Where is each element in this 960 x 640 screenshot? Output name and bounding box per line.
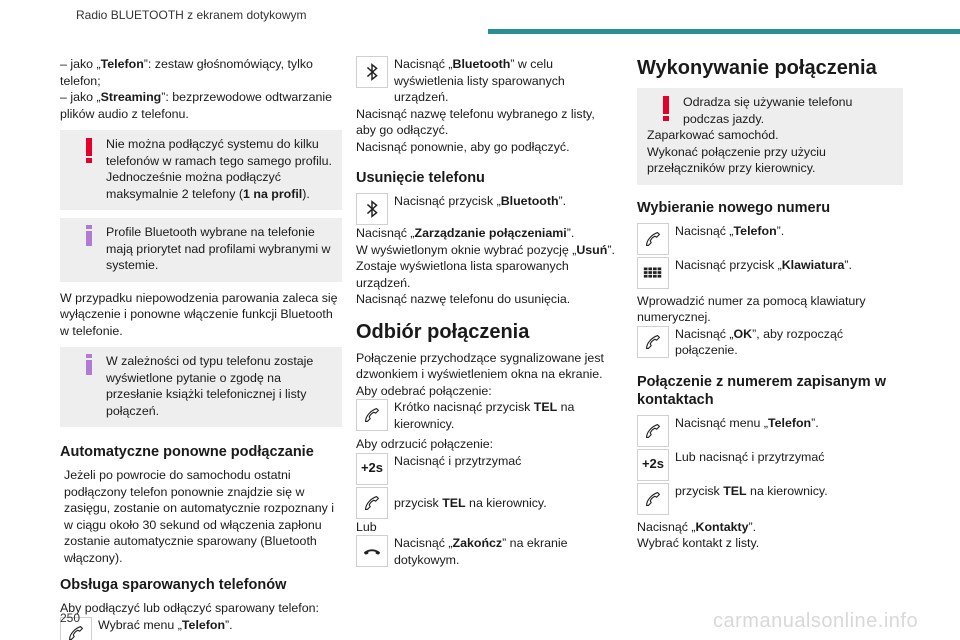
section-heading-manage-phones: Obsługa sparowanych telefonów [60, 577, 287, 593]
step-text: Nacisnąć menu „Telefon”. [675, 415, 819, 430]
section-heading-saved-contact: Połączenie z numerem zapisanym w kontaktach [637, 373, 887, 408]
phone-icon [637, 223, 669, 255]
column-2 [356, 56, 618, 568]
step-row [637, 257, 903, 289]
hold-2s-icon: +2s [356, 453, 388, 485]
column-3 [637, 56, 903, 552]
step-row [60, 617, 342, 640]
step-text: Lub nacisnąć i przytrzymać [675, 449, 825, 464]
step-text: Krótko nacisnąć przycisk TEL na kierownicy. [394, 400, 575, 431]
step-row [356, 399, 618, 432]
paragraph: Lub [356, 519, 377, 534]
info-icon [86, 360, 92, 375]
page-number: 250 [60, 611, 81, 625]
bullet-telefon: – jako „Telefon”: zestaw głośnomówiący, tylko telefon; [60, 57, 313, 88]
warning-text: Zaparkować samochód. [647, 128, 779, 142]
paragraph: Aby odrzucić połączenie: [356, 437, 494, 451]
bullet-streaming: – jako „Streaming”: bezprzewodowe odtwarzanie plików audio z telefonu. [60, 90, 333, 121]
page-header [0, 0, 960, 40]
paragraph: Nacisnąć „Kontakty”. [637, 519, 757, 534]
phone-icon [637, 415, 669, 447]
phone-icon [356, 399, 388, 431]
warning-text: Nie można podłączyć systemu do kilku telefonów w ramach tego samego profilu. Jednocześnie można podłączyć maksymalnie 2 telefony (1 na profil). [106, 137, 332, 201]
section-heading-auto-reconnect: Automatyczne ponowne podłączanie [60, 444, 314, 460]
step-row [637, 415, 903, 447]
step-text: przycisk TEL na kierownicy. [675, 483, 828, 498]
warning-icon [663, 96, 669, 114]
section-heading-receive-call: Odbiór połączenia [356, 320, 530, 343]
step-row [356, 453, 618, 485]
warning-box [60, 130, 342, 210]
paragraph: W przypadku niepowodzenia parowania zaleca się wyłączenie i ponowne włączenie funkcji Bluetooth w telefonie. [60, 290, 338, 338]
paragraph: Wybrać kontakt z listy. [637, 536, 760, 550]
info-icon [86, 231, 92, 246]
hold-2s-icon: +2s [637, 449, 669, 481]
bluetooth-icon [356, 193, 388, 225]
keypad-icon [637, 257, 669, 289]
step-row [637, 483, 903, 515]
step-text: Nacisnąć i przytrzymać [394, 453, 522, 468]
header-accent-bar [488, 29, 960, 34]
section-heading-dial-new: Wybieranie nowego numeru [637, 199, 831, 216]
phone-icon [637, 326, 669, 358]
info-text: W zależności od typu telefonu zostaje wyświetlone pytanie o zgodę na przesłanie książki telefonicznej i listy połączeń. [106, 354, 314, 418]
paragraph: Zostaje wyświetlona lista sparowanych urządzeń. [356, 259, 569, 290]
paragraph: Połączenie przychodzące sygnalizowane jest dzwonkiem i wyświetleniem okna na ekranie. [356, 350, 604, 381]
warning-icon [86, 138, 92, 156]
warning-box [637, 88, 903, 185]
warning-text: Wykonać połączenie przy użyciu przełączników przy kierownicy. [647, 144, 826, 175]
step-row [356, 487, 618, 519]
section-heading-remove-phone: Usunięcie telefonu [356, 170, 485, 186]
step-row [637, 326, 903, 359]
step-row [356, 535, 618, 568]
step-text: przycisk TEL na kierownicy. [394, 495, 547, 510]
paragraph: Nacisnąć nazwę telefonu wybranego z listy, aby go odłączyć. [356, 106, 595, 137]
paragraph: Nacisnąć „Zarządzanie połączeniami”. [356, 226, 575, 240]
step-row [637, 449, 903, 481]
paragraph: Wprowadzić numer za pomocą klawiatury numerycznej. [637, 293, 866, 324]
step-row [356, 193, 618, 225]
step-text: Wybrać menu „Telefon”. [98, 617, 233, 632]
column-1 [60, 56, 342, 640]
paragraph: Aby odebrać połączenie: [356, 383, 492, 398]
step-row [356, 56, 618, 106]
info-text: Profile Bluetooth wybrane na telefonie mają priorytet nad profilami wybranymi w systemie. [106, 225, 331, 272]
paragraph: Aby podłączyć lub odłączyć sparowany telefon: [60, 601, 319, 615]
bluetooth-icon [356, 56, 388, 88]
paragraph: Nacisnąć ponownie, aby go podłączyć. [356, 139, 570, 154]
phone-icon [356, 487, 388, 519]
running-title: Radio BLUETOOTH z ekranem dotykowym [76, 8, 307, 22]
section-heading-make-call: Wykonywanie połączenia [637, 57, 877, 79]
step-text: Nacisnąć „Zakończ” na ekranie dotykowym. [394, 536, 568, 567]
paragraph: Jeżeli po powrocie do samochodu ostatni podłączony telefon ponownie znajdzie się w zasięgu, zostanie on automatycznie rozpoznany i w ciągu około 30 sekund od włączenia zapłonu zostanie automatycznie sparowany (Bluetooth włączony). [64, 468, 334, 565]
step-row [637, 223, 903, 255]
paragraph: Nacisnąć nazwę telefonu do usunięcia. [356, 292, 571, 306]
step-text: Nacisnąć przycisk „Bluetooth”. [394, 194, 567, 208]
info-box [60, 347, 342, 427]
warning-text: Odradza się używanie telefonu podczas jazdy. [683, 95, 853, 126]
paragraph: W wyświetlonym oknie wybrać pozycję „Usuń”. [356, 242, 615, 257]
step-text: Nacisnąć „Telefon”. [675, 223, 785, 238]
step-text: Nacisnąć „OK”, aby rozpocząć połączenie. [675, 326, 844, 357]
hang-up-icon [356, 535, 388, 567]
phone-icon [637, 483, 669, 515]
step-text: Nacisnąć „Bluetooth” w celu wyświetlenia listy sparowanych urządzeń. [394, 57, 565, 104]
watermark: carmanualsonline.info [713, 610, 919, 632]
info-box [60, 218, 342, 282]
step-text: Nacisnąć przycisk „Klawiatura”. [675, 257, 852, 272]
